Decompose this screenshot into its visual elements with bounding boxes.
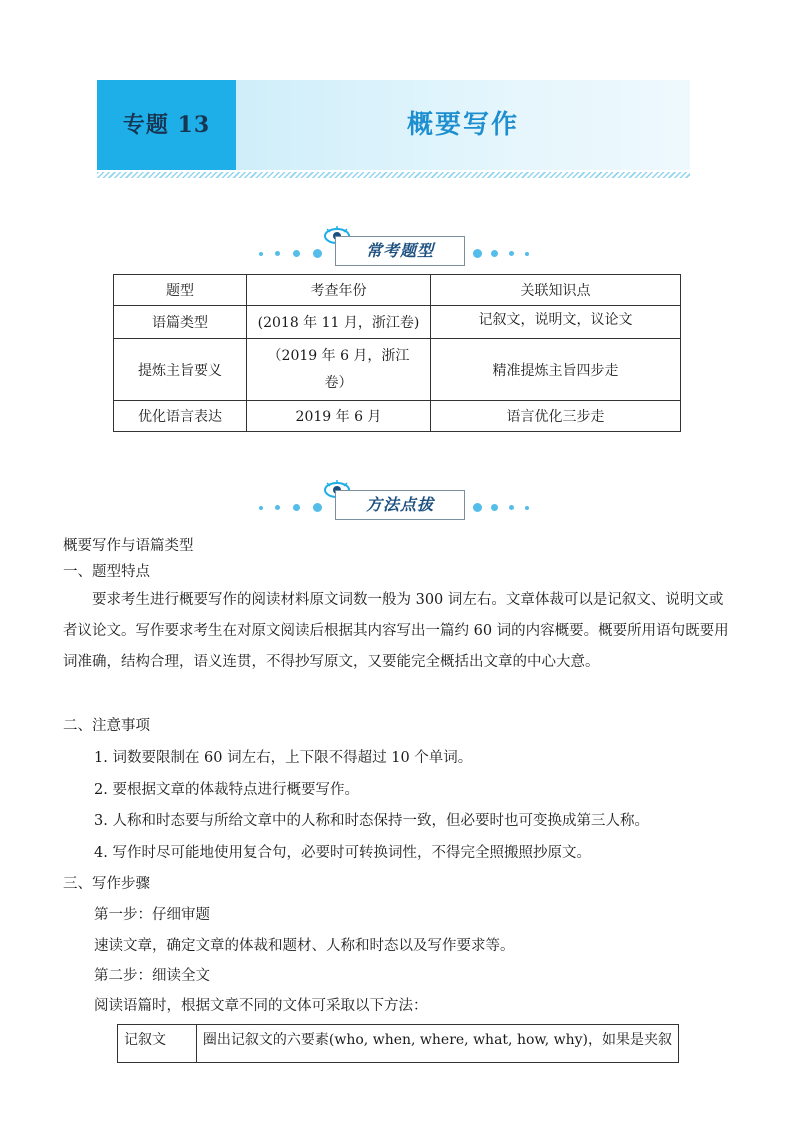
table-header-cell: 考查年份 (247, 275, 431, 306)
table-cell: (2018 年 11 月，浙江卷) (247, 306, 431, 339)
table-row (114, 306, 681, 339)
banner-divider (97, 172, 690, 178)
heading-question-features: 一、题型特点 (63, 564, 150, 580)
section-heading-method-tips (247, 478, 547, 522)
table-cell: 记叙文，说明文，议论文 (431, 306, 681, 339)
table-row (114, 339, 681, 401)
table-header-cell: 题型 (114, 275, 247, 306)
table-header-row (114, 275, 681, 306)
intro-line: 概要写作与语篇类型 (63, 538, 194, 554)
paragraph-features: 要求考生进行概要写作的阅读材料原文词数一般为 300 词左右。文章体裁可以是记叙文、说明文或者议论文。写作要求考生在对原文阅读后根据其内容写出一篇约 60 词的内容概要。概要所用语句既要用词准确，结构合理，语义连贯，不得抄写原文，又要能完全概括出文章的中心大意。 (63, 592, 729, 670)
table-cell: 2019 年 6 月 (247, 401, 431, 432)
list-item: 3. 人称和时态要与所给文章中的人称和时态保持一致，但必要时也可变换成第三人称。 (94, 813, 649, 829)
topic-badge-label: 专题 13 (122, 112, 211, 138)
table-cell: 语篇类型 (114, 306, 247, 339)
decorative-dots-left (259, 249, 329, 259)
table-cell: 语言优化三步走 (431, 401, 681, 432)
table-header-cell: 关联知识点 (431, 275, 681, 306)
list-item: 2. 要根据文章的体裁特点进行概要写作。 (94, 782, 359, 798)
table-cell: 精准提炼主旨四步走 (431, 339, 681, 401)
table-row (114, 401, 681, 432)
decorative-dots-left (259, 503, 329, 513)
table-cell: 圈出记叙文的六要素(who, when, where, what, how, why)，如果是夹叙 (196, 1025, 678, 1063)
method-table (117, 1024, 679, 1063)
heading-steps: 三、写作步骤 (63, 876, 150, 892)
title-box (236, 80, 690, 170)
step-text: 阅读语篇时，根据文章不同的文体可采取以下方法： (94, 998, 428, 1014)
list-item: 1. 词数要限制在 60 词左右，上下限不得超过 10 个单词。 (94, 750, 473, 766)
table-cell: 优化语言表达 (114, 401, 247, 432)
decorative-dots-right (473, 249, 543, 259)
topic-badge (97, 80, 236, 170)
table-cell: 提炼主旨要义 (114, 339, 247, 401)
table-row (118, 1025, 679, 1063)
section-label-box (335, 490, 465, 520)
decorative-dots-right (473, 503, 543, 513)
section-heading-common-types (247, 224, 547, 268)
list-item: 4. 写作时尽可能地使用复合句，必要时可转换词性，不得完全照搬照抄原文。 (94, 845, 591, 861)
table-cell: （2019 年 6 月，浙江 卷） (247, 339, 431, 401)
header-banner (97, 80, 690, 170)
section-label: 常考题型 (365, 241, 434, 260)
heading-notes: 二、注意事项 (63, 718, 150, 734)
table-cell: 记叙文 (118, 1025, 197, 1063)
step-text: 速读文章，确定文章的体裁和题材、人称和时态以及写作要求等。 (94, 938, 515, 954)
step-heading: 第二步：细读全文 (94, 968, 210, 984)
section-label: 方法点拔 (365, 495, 434, 514)
page-title: 概要写作 (406, 110, 519, 140)
section-label-box (335, 236, 465, 266)
question-type-table (113, 274, 681, 432)
step-heading: 第一步：仔细审题 (94, 907, 210, 923)
